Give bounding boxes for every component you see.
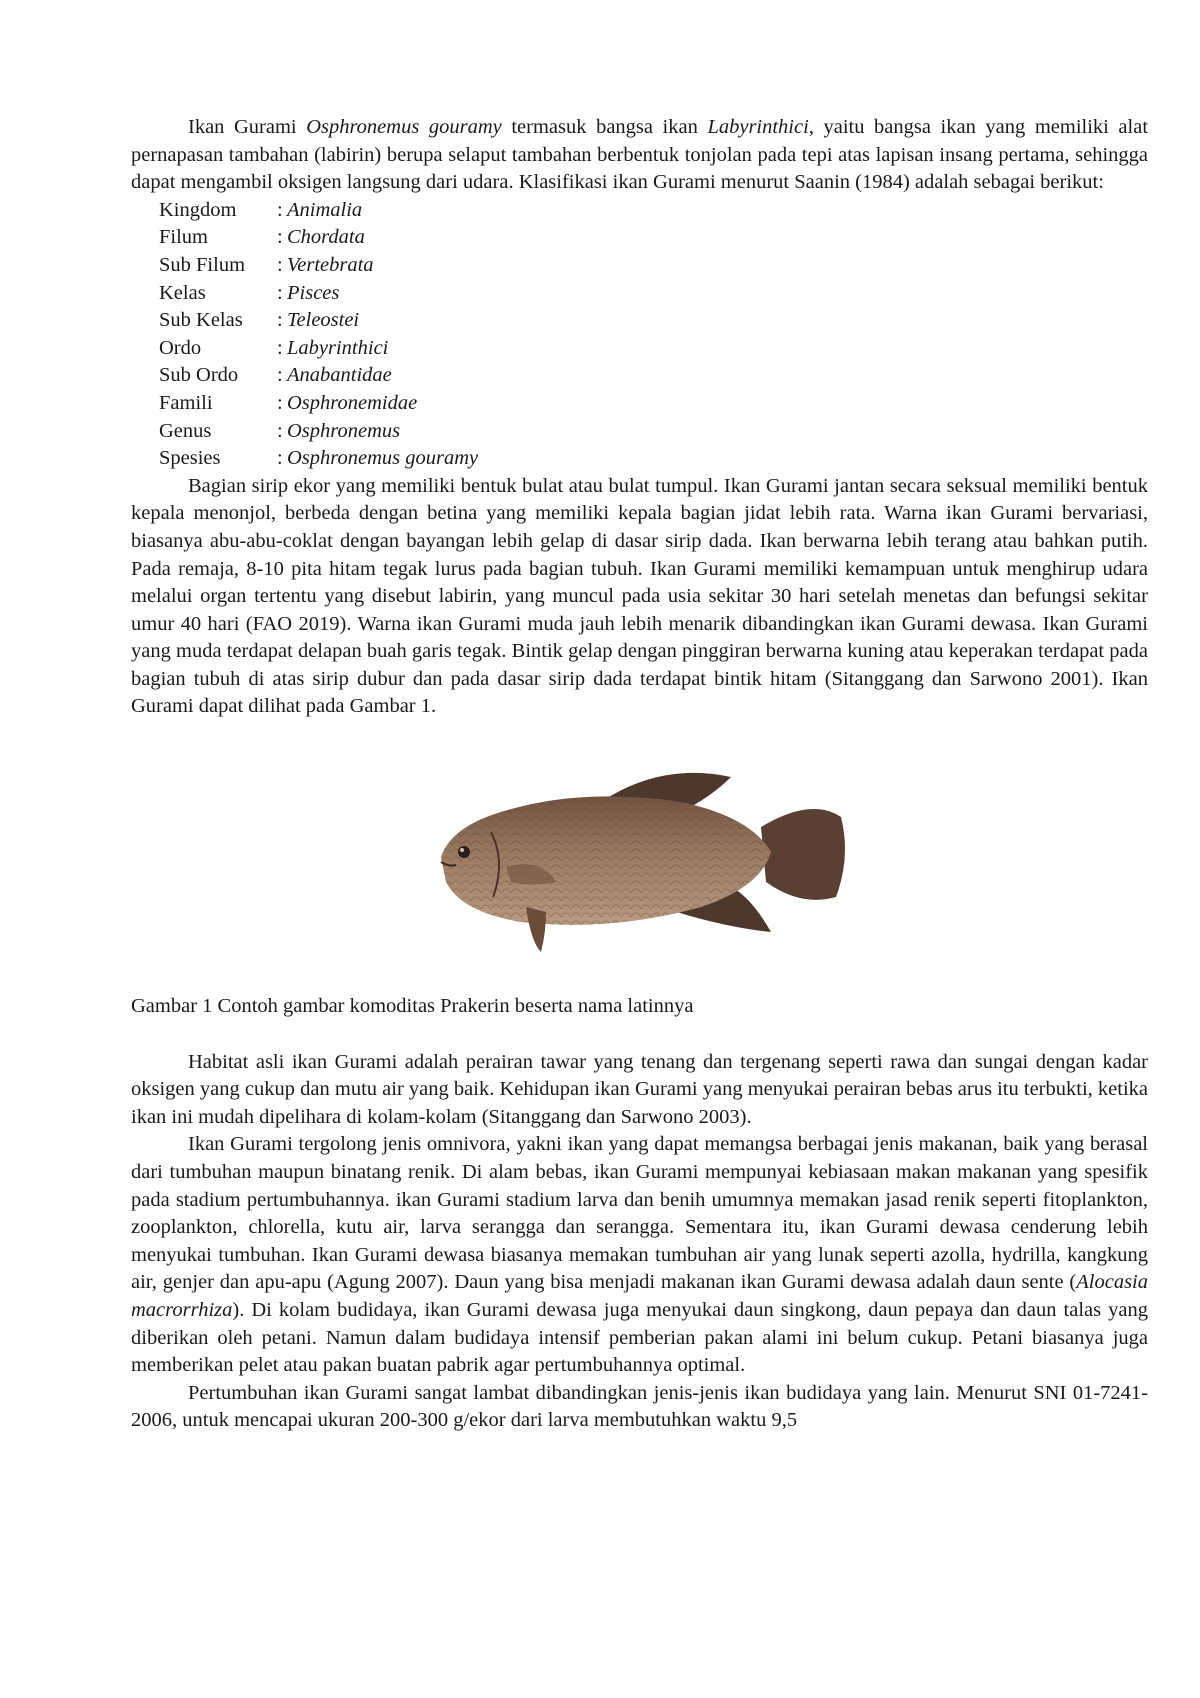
- taxonomy-row: Filum : Chordata: [159, 226, 365, 249]
- taxonomy-row: Spesies : Osphronemus gouramy: [159, 447, 479, 470]
- paragraph-morphology: Bagian sirip ekor yang memiliki bentuk bulat atau bulat tumpul. Ikan Gurami jantan secara seksual memiliki bentuk kepala menonjol, berbeda dengan betina yang memiliki kepala bagian jidat lebih rata. Warna ikan Gurami bervariasi, biasanya abu-abu-coklat dengan bayangan lebih gelap di dasar sirip dada. Ikan berwarna lebih terang atau bahkan putih. Pada remaja, 8-10 pita hitam tegak lurus pada bagian tubuh. Ikan Gurami memiliki kemampuan untuk menghirup udara melalui organ tertentu yang disebut labirin, yang muncul pada usia sekitar 30 hari setelah menetas dan befungsi sekitar umur 40 hari (FAO 2019). Warna ikan Gurami muda jauh lebih menarik dibandingkan ikan Gurami dewasa. Ikan Gurami yang muda terdapat delapan buah garis tegak. Bintik gelap dengan pinggiran berwarna kuning atau keperakan terdapat pada bagian tubuh di atas sirip dubur dan pada dasar sirip dada terdapat bintik hitam (Sitanggang dan Sarwono 2001). Ikan Gurami dapat dilihat pada Gambar 1.: [131, 474, 1148, 718]
- figure-caption: Gambar 1 Contoh gambar komoditas Prakerin beserta nama latinnya: [131, 995, 694, 1018]
- paragraph-diet: Ikan Gurami tergolong jenis omnivora, yakni ikan yang dapat memangsa berbagai jenis makanan, baik yang berasal dari tumbuhan maupun binatang renik. Di alam bebas, ikan Gurami mempunyai kebiasaan makan makanan yang spesifik pada stadium pertumbuhannya. ikan Gurami stadium larva dan benih umumnya memakan jasad renik seperti fitoplankton, zooplankton, chlorella, kutu air, larva serangga dan serangga. Sementara itu, ikan Gurami dewasa cenderung lebih menyukai tumbuhan. Ikan Gurami dewasa biasanya memakan tumbuhan air yang lunak seperti azolla, hydrilla, kangkung air, genjer dan apu-apu (Agung 2007). Daun yang bisa menjadi makanan ikan Gurami dewasa adalah daun sente (Alocasia macrorrhiza). Di kolam budidaya, ikan Gurami dewasa juga menyukai daun singkong, daun pepaya dan daun talas yang diberikan oleh petani. Namun dalam budidaya intensif pemberian pakan alami ini belum cukup. Petani biasanya juga memberikan pelet atau pakan buatan pabrik agar pertumbuhannya optimal.: [131, 1133, 1148, 1377]
- taxonomy-row: Sub Ordo : Anabantidae: [159, 364, 392, 387]
- taxonomy-row: Kingdom : Animalia: [159, 198, 363, 221]
- taxonomy-row: Ordo : Labyrinthici: [159, 336, 389, 359]
- taxonomy-row: Genus : Osphronemus: [159, 419, 401, 442]
- gurami-fish-image: [431, 757, 851, 957]
- paragraph-habitat: Habitat asli ikan Gurami adalah perairan tawar yang tenang dan tergenang seperti rawa dan sungai dengan kadar oksigen yang cukup dan mutu air yang baik. Kehidupan ikan Gurami yang menyukai perairan bebas arus itu terbukti, ketika ikan ini mudah dipelihara di kolam-kolam (Sitanggang dan Sarwono 2003).: [131, 1050, 1148, 1128]
- document-page: [131, 114, 1148, 1435]
- taxonomy-row: Sub Kelas : Teleostei: [159, 309, 360, 332]
- paragraph-intro: Ikan Gurami Osphronemus gouramy termasuk bangsa ikan Labyrinthici, yaitu bangsa ikan yang memiliki alat pernapasan tambahan (labirin) berupa selaput tambahan berbentuk tonjolan pada tepi atas lapisan insang pertama, sehingga dapat mengambil oksigen langsung dari udara. Klasifikasi ikan Gurami menurut Saanin (1984) adalah sebagai berikut:: [131, 116, 1149, 194]
- paragraph-growth: Pertumbuhan ikan Gurami sangat lambat dibandingkan jenis-jenis ikan budidaya yang lain. Menurut SNI 01-7241-2006, untuk mencapai ukuran 200-300 g/ekor dari larva membutuhkan waktu 9,5: [131, 1381, 1148, 1432]
- taxonomy-row: Famili : Osphronemidae: [159, 391, 418, 414]
- taxonomy-row: Kelas : Pisces: [159, 281, 340, 304]
- figure-gurami: [131, 727, 1148, 989]
- taxonomy-list: [131, 197, 1148, 473]
- taxonomy-row: Sub Filum : Vertebrata: [159, 253, 374, 276]
